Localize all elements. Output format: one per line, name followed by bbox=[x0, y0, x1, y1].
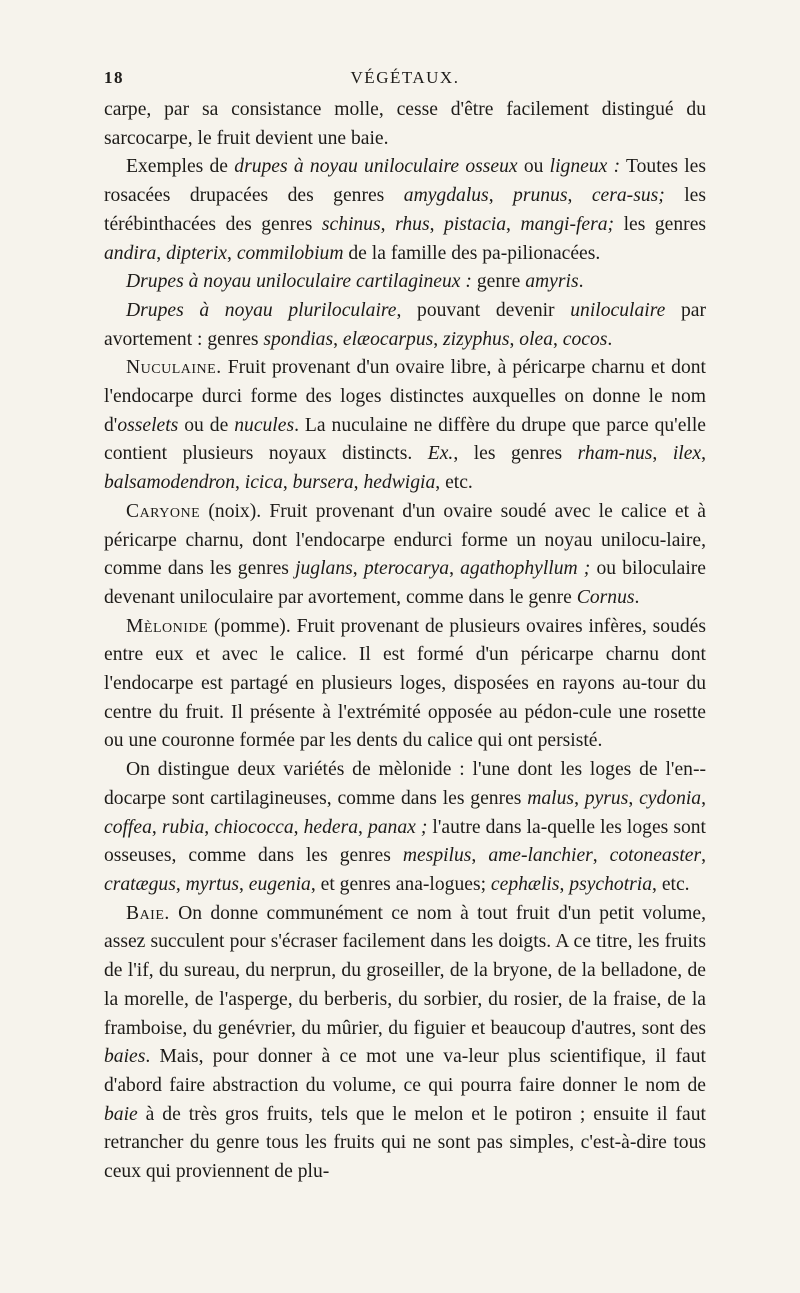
text-run: , bbox=[333, 328, 343, 350]
text-run: les genres bbox=[614, 213, 707, 235]
section-term: Baie. bbox=[126, 902, 170, 924]
italic-term: cera-sus; bbox=[591, 185, 665, 207]
paragraph-baie bbox=[104, 900, 706, 1187]
page-number: 18 bbox=[104, 68, 124, 87]
text-run: , bbox=[358, 816, 368, 838]
text-run: Exemples de bbox=[126, 156, 235, 178]
section-term: Caryone bbox=[126, 500, 201, 522]
italic-term: eugenia bbox=[248, 873, 311, 895]
text-run: , bbox=[175, 873, 186, 895]
text-run: , bbox=[471, 845, 489, 867]
text-run: (pomme). Fruit provenant de plusieurs ovaires infères, soudés entre eux et avec le calice. Il est formé d'un péricarpe charnu dont l'endocarpe est partagé en plusieurs loges, disposées en rayons au-tour du centre du fruit. Il présente à l'extrémité opposée au pédon-cule une rosette ou une couronne formée par les dents du calice qui ont persisté. bbox=[104, 615, 706, 752]
italic-term: amygdalus bbox=[403, 185, 489, 207]
text-run: , bbox=[574, 787, 585, 809]
text-run: , bbox=[567, 185, 592, 207]
italic-term: bursera bbox=[292, 472, 354, 494]
italic-term: pistacia bbox=[444, 213, 507, 235]
text-run: On distingue deux variétés de mèlonide : l'une dont les loges de l'en-docarpe sont cartilagineuses, comme dans les genres bbox=[104, 759, 706, 809]
text-run: , bbox=[559, 873, 570, 895]
italic-term: Ex. bbox=[427, 443, 454, 465]
text-run: , bbox=[429, 213, 444, 235]
italic-term: pyrus bbox=[584, 787, 629, 809]
italic-term: amyris bbox=[525, 271, 579, 293]
paragraph-caryone bbox=[104, 498, 706, 613]
italic-term: cocos bbox=[562, 328, 608, 350]
text-run: , et genres ana-logues; bbox=[310, 873, 491, 895]
paragraph-1: carpe, par sa consistance molle, cesse d'être facilement distingué du sarcocarpe, le fruit devient une baie. bbox=[104, 99, 706, 149]
italic-term: drupes à noyau uniloculaire osseux bbox=[234, 156, 518, 178]
italic-term: ligneux : bbox=[549, 156, 621, 178]
text-run: , bbox=[506, 213, 521, 235]
text-run: , bbox=[352, 558, 364, 580]
text-run: , bbox=[380, 213, 396, 235]
text-run: , bbox=[628, 787, 640, 809]
italic-term: Drupes à noyau uniloculaire cartilagineux : bbox=[126, 271, 472, 293]
italic-term: rubia bbox=[161, 816, 205, 838]
text-run: , bbox=[151, 816, 162, 838]
italic-term: juglans bbox=[295, 558, 353, 580]
text-run: , bbox=[701, 845, 706, 867]
italic-term: ilex bbox=[672, 443, 702, 465]
italic-term: psychotria bbox=[569, 873, 653, 895]
italic-term: olea bbox=[519, 328, 553, 350]
text-run: , bbox=[592, 845, 610, 867]
text-run: , bbox=[701, 787, 707, 809]
text-run: , etc. bbox=[652, 873, 690, 895]
italic-term: chiococca bbox=[214, 816, 294, 838]
italic-term: mespilus bbox=[402, 845, 472, 867]
text-run: , bbox=[553, 328, 563, 350]
italic-term: spondias bbox=[263, 328, 334, 350]
paragraph-3 bbox=[104, 268, 706, 297]
running-head bbox=[104, 68, 706, 96]
italic-term: andira bbox=[104, 242, 157, 264]
text-run: , etc. bbox=[435, 472, 473, 494]
paragraph-2 bbox=[104, 153, 706, 268]
italic-term: agathophyllum ; bbox=[460, 558, 591, 580]
paragraph-melonide-varieties bbox=[104, 756, 706, 900]
text-run: . Mais, pour donner à ce mot une va-leur plus scientifique, il faut d'abord faire abstraction du volume, ce qui pourra faire donner le nom de bbox=[104, 1046, 706, 1096]
italic-term: icica bbox=[244, 472, 283, 494]
italic-term: osselets bbox=[117, 414, 179, 436]
paragraph-nuculaine bbox=[104, 354, 706, 498]
italic-term: coffea bbox=[104, 816, 152, 838]
italic-term: malus bbox=[527, 787, 575, 809]
italic-term: rham-nus bbox=[577, 443, 653, 465]
italic-term: baie bbox=[104, 1103, 138, 1125]
text-run: à de très gros fruits, tels que le melon et le potiron ; ensuite il faut retrancher du genre tous les fruits qui ne sont pas simples, c'est-à-dire tous ceux qui proviennent de plu- bbox=[104, 1103, 706, 1183]
italic-term: hedwigia bbox=[363, 472, 436, 494]
text-run: Fruit provenant d'un ovaire libre, à péricarpe charnu et dont l'endocarpe durci forme des loges distinctes auxquelles on donne le nom d' bbox=[104, 357, 706, 436]
text-run: , les genres bbox=[453, 443, 578, 465]
section-term: Mèlonide bbox=[126, 615, 209, 637]
text-run: , bbox=[433, 328, 444, 350]
text-run: l'autre dans la-quelle les loges sont osseuses, comme dans les genres bbox=[104, 816, 706, 867]
text-run: de la famille des pa-pilionacées. bbox=[343, 242, 601, 264]
italic-term: panax ; bbox=[367, 816, 428, 838]
paragraph-4 bbox=[104, 297, 706, 354]
text-run: On donne communément ce nom à tout fruit d'un petit volume, assez succulent pour s'écraser facilement dans les doigts. A ce titre, les fruits de l'if, du sureau, du nerprun, du groseiller, de la bryone, de la belladone, de la morelle, de l'asperge, du berberis, du sorbier, du rosier, de la fraise, de la framboise, du genévrier, du mûrier, du figuier et beaucoup d'autres, sont des bbox=[104, 902, 706, 1039]
text-run: ou de bbox=[178, 414, 235, 436]
text-run: . bbox=[634, 586, 640, 608]
text-run: . bbox=[607, 328, 613, 350]
italic-term: hedera bbox=[303, 816, 358, 838]
italic-term: uniloculaire bbox=[570, 299, 666, 321]
italic-term: rhus bbox=[395, 213, 430, 235]
italic-term: commilobium bbox=[236, 242, 344, 264]
text-run: les térébinthacées des genres bbox=[104, 185, 707, 235]
text-run: , bbox=[652, 443, 673, 465]
italic-term: zizyphus bbox=[443, 328, 510, 350]
italic-term: cotoneaster bbox=[609, 845, 702, 867]
text-run: , bbox=[701, 443, 707, 465]
italic-term: mangi-fera; bbox=[520, 213, 615, 235]
text-run: , bbox=[239, 873, 249, 895]
italic-term: cephælis bbox=[490, 873, 560, 895]
text-run: , bbox=[204, 816, 215, 838]
text-run: , bbox=[227, 242, 237, 264]
body-text bbox=[104, 96, 706, 1187]
text-run: , bbox=[353, 472, 364, 494]
italic-term: cratægus bbox=[104, 873, 176, 895]
paragraph-melonide bbox=[104, 613, 706, 757]
text-run: , pouvant devenir bbox=[396, 299, 571, 321]
text-run: , bbox=[488, 185, 514, 207]
italic-term: Drupes à noyau pluriloculaire bbox=[126, 299, 397, 321]
italic-term: ame-lanchier bbox=[488, 845, 593, 867]
italic-term: elæocarpus bbox=[342, 328, 434, 350]
italic-term: nucules bbox=[234, 414, 295, 436]
italic-term: Cornus bbox=[576, 586, 635, 608]
text-run: , bbox=[449, 558, 461, 580]
text-run: , bbox=[509, 328, 520, 350]
text-run: , bbox=[235, 472, 245, 494]
italic-term: dipterix bbox=[166, 242, 228, 264]
text-run: , bbox=[156, 242, 167, 264]
section-term: Nuculaine. bbox=[126, 357, 222, 379]
italic-term: baies bbox=[104, 1046, 146, 1068]
text-run: . bbox=[578, 271, 584, 293]
italic-term: balsamodendron bbox=[104, 472, 235, 494]
text-run: Toutes les rosacées drupacées des genres bbox=[104, 156, 706, 207]
text-run: , bbox=[293, 816, 304, 838]
text-run: par avortement : genres bbox=[104, 299, 706, 350]
italic-term: cydonia bbox=[639, 787, 702, 809]
italic-term: pterocarya bbox=[363, 558, 450, 580]
text-run: ou bbox=[517, 156, 550, 178]
text-run: genre bbox=[471, 271, 526, 293]
text-run: . La nuculaine ne diffère du drupe que parce qu'elle contient plusieurs noyaux distincts. bbox=[104, 414, 706, 465]
text-run: , bbox=[282, 472, 293, 494]
italic-term: myrtus bbox=[185, 873, 239, 895]
text-run: (noix). Fruit provenant d'un ovaire soudé avec le calice et à péricarpe charnu, dont l'endocarpe endurci forme un noyau unilocu-laire, comme dans les genres bbox=[104, 500, 706, 580]
text-run: ou biloculaire devenant uniloculaire par avortement, comme dans le genre bbox=[104, 558, 707, 608]
italic-term: schinus bbox=[321, 213, 381, 235]
italic-term: prunus bbox=[513, 185, 568, 207]
running-title: VÉGÉTAUX. bbox=[350, 68, 460, 87]
